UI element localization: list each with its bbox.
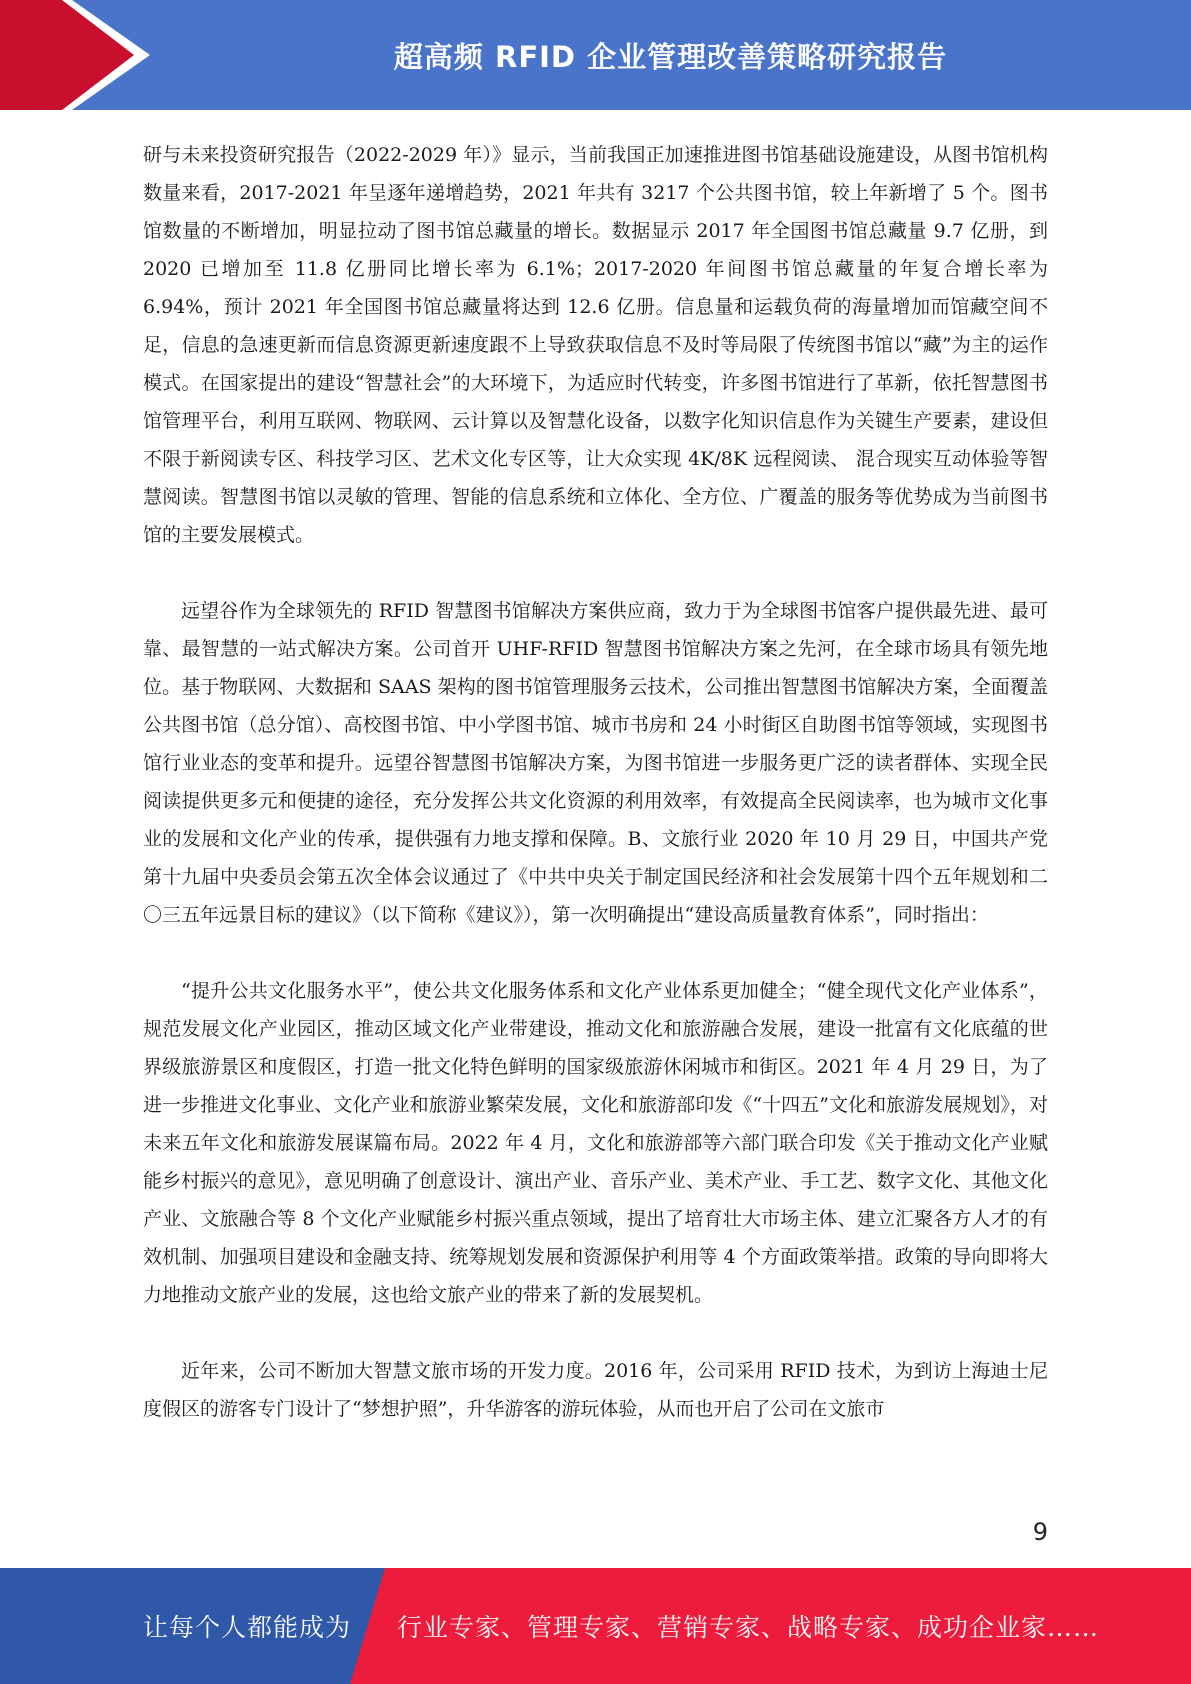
paragraph-2: 远望谷作为全球领先的 RFID 智慧图书馆解决方案供应商，致力于为全球图书馆客户提供最先进、最可靠、最智慧的一站式解决方案。公司首开 UHF-RFID 智慧图书馆解决方案之先河，在全球市场具有领先地位。基于物联网、大数据和 SAAS 架构的图书馆管理服务云技术，公司推出智慧图书馆解决方案，全面覆盖公共图书馆（总分馆）、高校图书馆、中小学图书馆、城市书房和 24 小时街区自助图书馆等领域，实现图书馆行业业态的变革和提升。远望谷智慧图书馆解决方案，为图书馆进一步服务更广泛的读者群体、实现全民阅读提供更多元和便捷的途径，充分发挥公共文化资源的利用效率，有效提高全民阅读率，也为城市文化事业的发展和文化产业的传承，提供强有力地支撑和保障。B、文旅行业 2020 年 10 月 29 日，中国共产党第十九届中央委员会第五次全体会议通过了《中共中央关于制定国民经济和社会发展第十四个五年规划和二〇三五年远景目标的建议》（以下简称《建议》），第一次明确提出“建设高质量教育体系”，同时指出：	[143, 600, 1048, 926]
page-header	[0, 0, 1191, 110]
page-footer	[0, 1568, 1191, 1684]
report-title: 超高频 RFID 企业管理改善策略研究报告	[393, 39, 948, 74]
body-content	[143, 136, 1048, 1428]
paragraph-3: “提升公共文化服务水平”，使公共文化服务体系和文化产业体系更加健全；“健全现代文化产业体系”，规范发展文化产业园区，推动区域文化产业带建设，推动文化和旅游融合发展，建设一批富有文化底蕴的世界级旅游景区和度假区，打造一批文化特色鲜明的国家级旅游休闲城市和街区。2021 年 4 月 29 日，为了进一步推进文化事业、文化产业和旅游业繁荣发展，文化和旅游部印发《“十四五”文化和旅游发展规划》，对未来五年文化和旅游发展谋篇布局。2022 年 4 月，文化和旅游部等六部门联合印发《关于推动文化产业赋能乡村振兴的意见》，意见明确了创意设计、演出产业、音乐产业、美术产业、手工艺、数字文化、其他文化产业、文旅融合等 8 个文化产业赋能乡村振兴重点领域，提出了培育壮大市场主体、建立汇聚各方人才的有效机制、加强项目建设和金融支持、统筹规划发展和资源保护利用等 4 个方面政策举措。政策的导向即将大力地推动文旅产业的发展，这也给文旅产业的带来了新的发展契机。	[143, 980, 1048, 1306]
footer-slogan-right: 行业专家、管理专家、营销专家、战略专家、成功企业家……	[397, 1613, 1100, 1642]
footer-slogan-left: 让每个人都能成为	[143, 1613, 352, 1642]
page-number: 9	[1032, 1518, 1048, 1546]
paragraph-1: 研与未来投资研究报告（2022-2029 年）》显示，当前我国正加速推进图书馆基础设施建设，从图书馆机构数量来看，2017-2021 年呈逐年递增趋势，2021 年共有 3217 个公共图书馆，较上年新增了 5 个。图书馆数量的不断增加，明显拉动了图书馆总藏量的增长。数据显示 2017 年全国图书馆总藏量 9.7 亿册，到 2020 已增加至 11.8 亿册同比增长率为 6.1%；2017-2020 年间图书馆总藏量的年复合增长率为 6.94%，预计 2021 年全国图书馆总藏量将达到 12.6 亿册。信息量和运载负荷的海量增加而馆藏空间不足，信息的急速更新而信息资源更新速度跟不上导致获取信息不及时等局限了传统图书馆以“藏”为主的运作模式。在国家提出的建设“智慧社会”的大环境下，为适应时代转变，许多图书馆进行了革新，依托智慧图书馆管理平台，利用互联网、物联网、云计算以及智慧化设备，以数字化知识信息作为关键生产要素，建设但不限于新阅读专区、科技学习区、艺术文化专区等，让大众实现 4K/8K 远程阅读、 混合现实互动体验等智慧阅读。智慧图书馆以灵敏的管理、智能的信息系统和立体化、全方位、广覆盖的服务等优势成为当前图书馆的主要发展模式。	[143, 144, 1048, 546]
paragraph-4: 近年来，公司不断加大智慧文旅市场的开发力度。2016 年，公司采用 RFID 技术，为到访上海迪士尼度假区的游客专门设计了“梦想护照”，升华游客的游玩体验，从而也开启了公司在文旅市	[143, 1360, 1048, 1420]
